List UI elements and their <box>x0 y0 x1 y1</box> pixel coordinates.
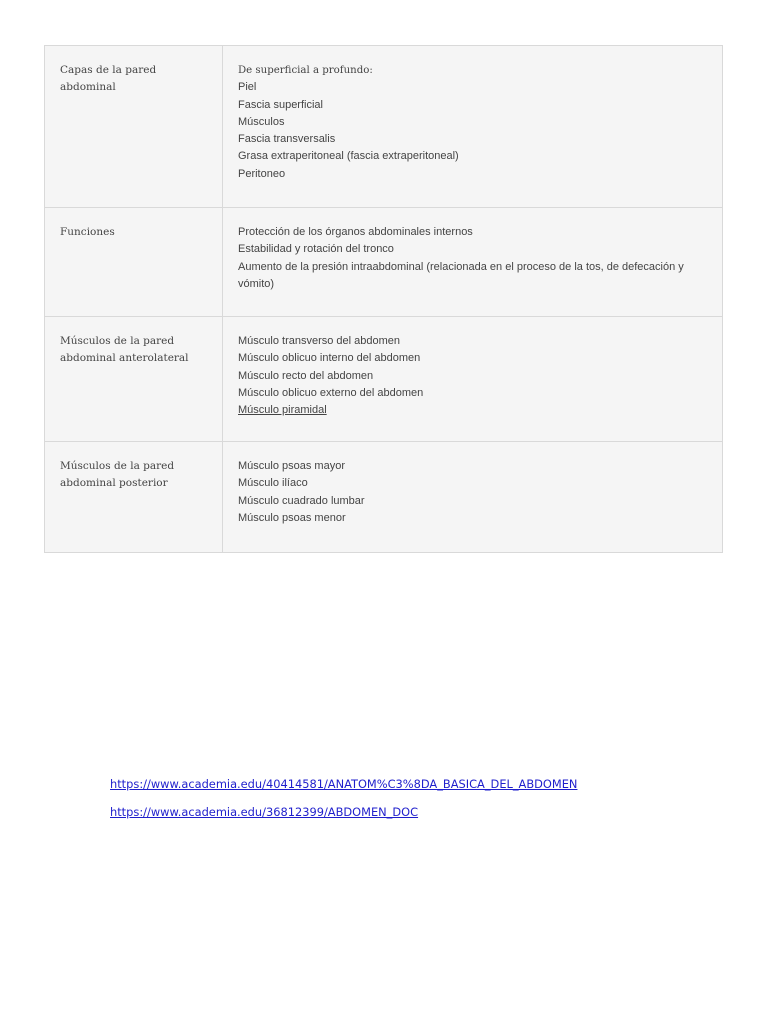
list-item: Protección de los órganos abdominales internos <box>238 226 473 238</box>
list-item: Fascia superficial <box>238 98 323 111</box>
list-item: Grasa extraperitoneal (fascia extraperitoneal) <box>238 150 459 163</box>
list-item: Músculo oblicuo externo del abdomen <box>238 386 424 399</box>
reference-links <box>110 770 577 826</box>
row-content <box>223 317 723 441</box>
list-item: Peritoneo <box>238 167 286 180</box>
row-label: Músculos de la pared abdominal posterior <box>45 442 223 552</box>
list-item: Músculo cuadrado lumbar <box>238 494 365 507</box>
row-content <box>223 442 723 552</box>
abdominal-wall-table <box>44 45 723 553</box>
reference-link[interactable]: https://www.academia.edu/36812399/ABDOMEN_DOC <box>110 805 419 819</box>
row-label: Músculos de la pared abdominal anterolateral <box>45 317 223 441</box>
row-content <box>223 46 723 207</box>
row-content <box>223 208 723 316</box>
list-item: Músculo oblicuo interno del abdomen <box>238 352 421 365</box>
list-item-link[interactable]: Músculo piramidal <box>238 404 327 417</box>
list-item: De superficial a profundo: <box>238 65 373 76</box>
list-item: Estabilidad y rotación del tronco <box>238 243 394 256</box>
table-row <box>45 442 723 553</box>
list-item: Piel <box>238 81 257 94</box>
list-item: Fascia transversalis <box>238 133 336 146</box>
row-label: Funciones <box>45 208 223 316</box>
list-item: Músculo ilíaco <box>238 477 308 490</box>
table-row <box>45 46 723 208</box>
table-row <box>45 317 723 442</box>
list-item: Músculo psoas mayor <box>238 460 345 472</box>
table-row <box>45 208 723 317</box>
list-item: Músculos <box>238 115 285 128</box>
list-item: Aumento de la presión intraabdominal (relacionada en el proceso de la tos, de defecación y vómito) <box>238 260 684 290</box>
list-item: Músculo recto del abdomen <box>238 369 374 382</box>
list-item: Músculo psoas menor <box>238 511 346 524</box>
list-item: Músculo transverso del abdomen <box>238 335 401 347</box>
reference-link[interactable]: https://www.academia.edu/40414581/ANATOM%C3%8DA_BASICA_DEL_ABDOMEN <box>110 777 578 791</box>
row-label: Capas de la pared abdominal <box>45 46 223 207</box>
